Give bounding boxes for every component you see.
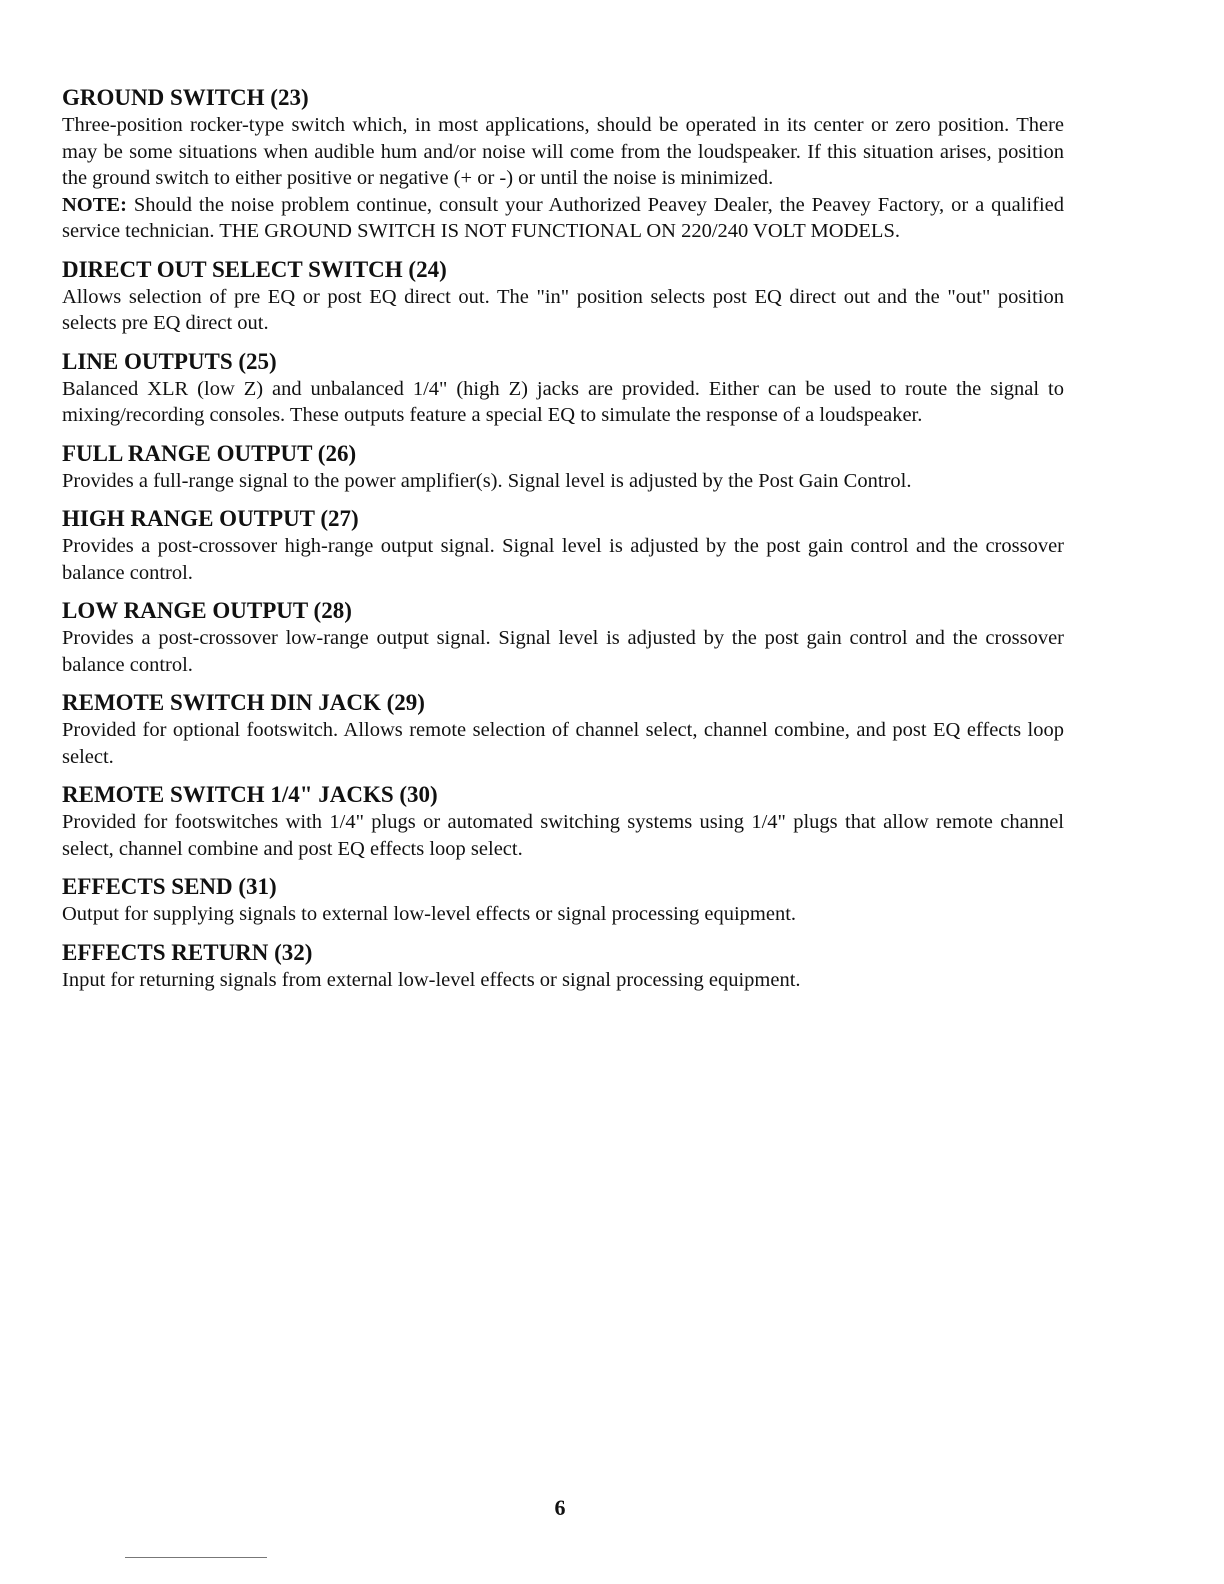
note-text: Should the noise problem continue, consult your Authorized Peavey Dealer, the Peavey Factory, or a qualified service technician. THE GROUND SWITCH IS NOT FUNCTIONAL ON 220/240 VOLT MODELS. [62,193,1064,242]
section-direct-out-select-switch [62,256,1064,337]
section-body: Allows selection of pre EQ or post EQ direct out. The "in" position selects post EQ direct out and the "out" position selects pre EQ direct out. [62,285,1064,334]
section-ground-switch [62,84,1064,245]
section-full-range-output [62,440,1064,495]
section-heading: GROUND SWITCH (23) [62,85,309,110]
section-remote-switch-jacks [62,781,1064,862]
section-body [62,112,1064,245]
section-body-text: Three-position rocker-type switch which, in most applications, should be operated in its center or zero position. There may be some situations when audible hum and/or noise will come from the loudspeaker. If this situation arises, position the ground switch to either positive or negative (+ or -) or until the noise is minimized. [62,114,1064,189]
note-label: NOTE: [62,193,127,216]
section-heading: FULL RANGE OUTPUT (26) [62,440,357,466]
section-heading: EFFECTS RETURN (32) [62,939,313,965]
page-number: 6 [554,1495,566,1520]
section-body: Provided for footswitches with 1/4" plugs or automated switching systems using 1/4" plugs that allow remote channel select, channel combine and post EQ effects loop select. [62,811,1064,860]
section-body: Provides a full-range signal to the power amplifier(s). Signal level is adjusted by the Post Gain Control. [62,469,912,492]
section-heading: REMOTE SWITCH 1/4" JACKS (30) [62,782,438,807]
section-heading: DIRECT OUT SELECT SWITCH (24) [62,256,447,282]
section-remote-switch-din-jack [62,689,1064,770]
section-heading: LINE OUTPUTS (25) [62,348,277,374]
section-heading: LOW RANGE OUTPUT (28) [62,598,352,623]
section-effects-return [62,939,1064,994]
document-page [62,84,1064,1004]
section-body: Provides a post-crossover low-range output signal. Signal level is adjusted by the post gain control and the crossover balance control. [62,627,1064,676]
section-heading: HIGH RANGE OUTPUT (27) [62,506,359,531]
section-body: Provided for optional footswitch. Allows remote selection of channel select, channel combine, and post EQ effects loop select. [62,719,1064,768]
section-heading: EFFECTS SEND (31) [62,874,277,899]
section-body: Input for returning signals from external low-level effects or signal processing equipment. [62,968,801,991]
section-effects-send [62,873,1064,928]
footer-divider [125,1557,267,1558]
section-low-range-output [62,597,1064,678]
section-body: Provides a post-crossover high-range output signal. Signal level is adjusted by the post gain control and the crossover balance control. [62,535,1064,584]
section-body: Output for supplying signals to external low-level effects or signal processing equipment. [62,903,797,925]
section-line-outputs [62,348,1064,429]
section-body: Balanced XLR (low Z) and unbalanced 1/4" (high Z) jacks are provided. Either can be used to route the signal to mixing/recording consoles. These outputs feature a special EQ to simulate the response of a loudspeaker. [62,377,1064,426]
section-heading: REMOTE SWITCH DIN JACK (29) [62,690,425,715]
section-high-range-output [62,505,1064,586]
